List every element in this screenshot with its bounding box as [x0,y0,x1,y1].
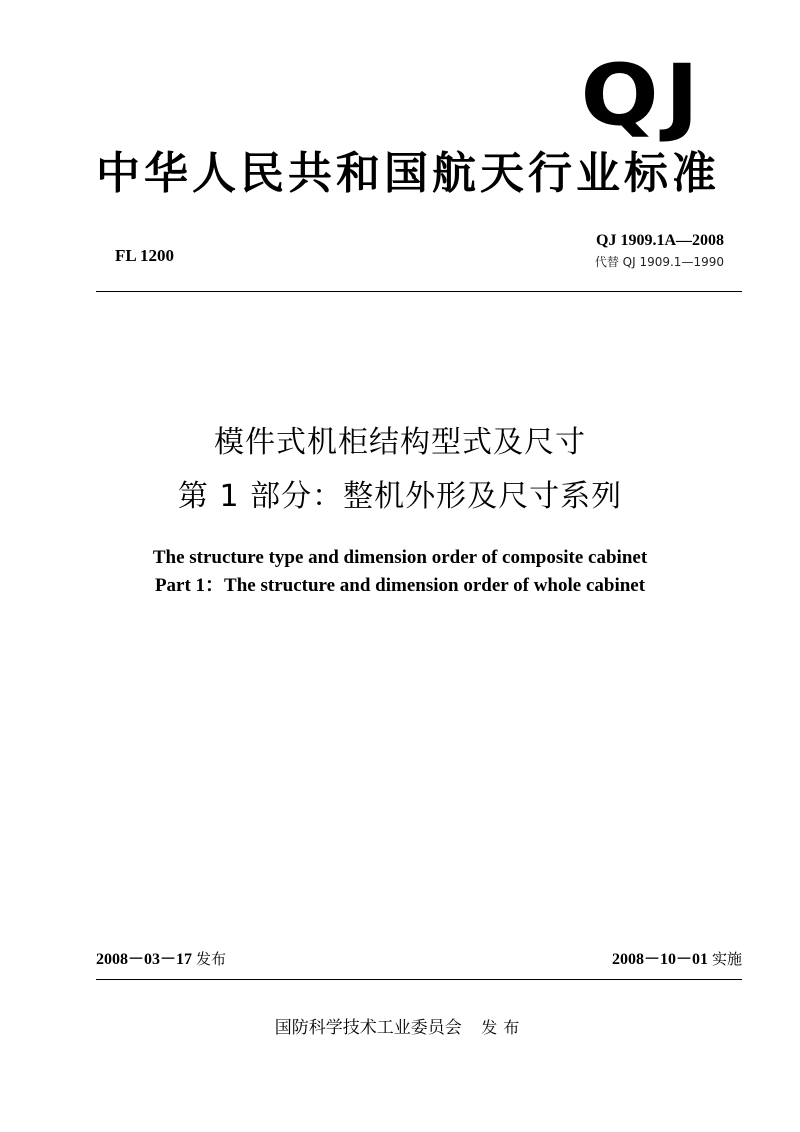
issue-label: 发布 [196,950,227,968]
top-divider [96,291,742,292]
issuer-line [0,1013,800,1038]
effective-date: 2008－10－01 [611,951,708,968]
standard-code-block [595,231,724,273]
title-cn-line1: 模件式机柜结构型式及尺寸 [214,425,586,460]
classification-code: FL 1200 [115,246,175,265]
standard-number: QJ 1909.1A—2008 [596,232,724,249]
issue-date-line [96,946,226,969]
title-en-line2: Part 1：The structure and dimension order of whole cabinet [154,575,646,596]
title-cn-line2: 第 1 部分：整机外形及尺寸系列 [177,479,623,514]
qj-logo: QJ [580,46,705,145]
issue-date: 2008－03－17 [96,951,193,968]
bottom-divider [96,979,742,980]
title-en-line1: The structure type and dimension order of composite cabinet [152,547,648,568]
effective-label: 实施 [711,950,742,968]
effective-date-line [612,946,742,969]
issuer-action: 发布 [481,1018,526,1037]
issuer-name: 国防科学技术工业委员会 [274,1018,462,1038]
industry-standard-title: 中华人民共和国航天行业标准 [96,148,720,199]
replaces-standard: 代替 QJ 1909.1—1990 [594,255,724,269]
